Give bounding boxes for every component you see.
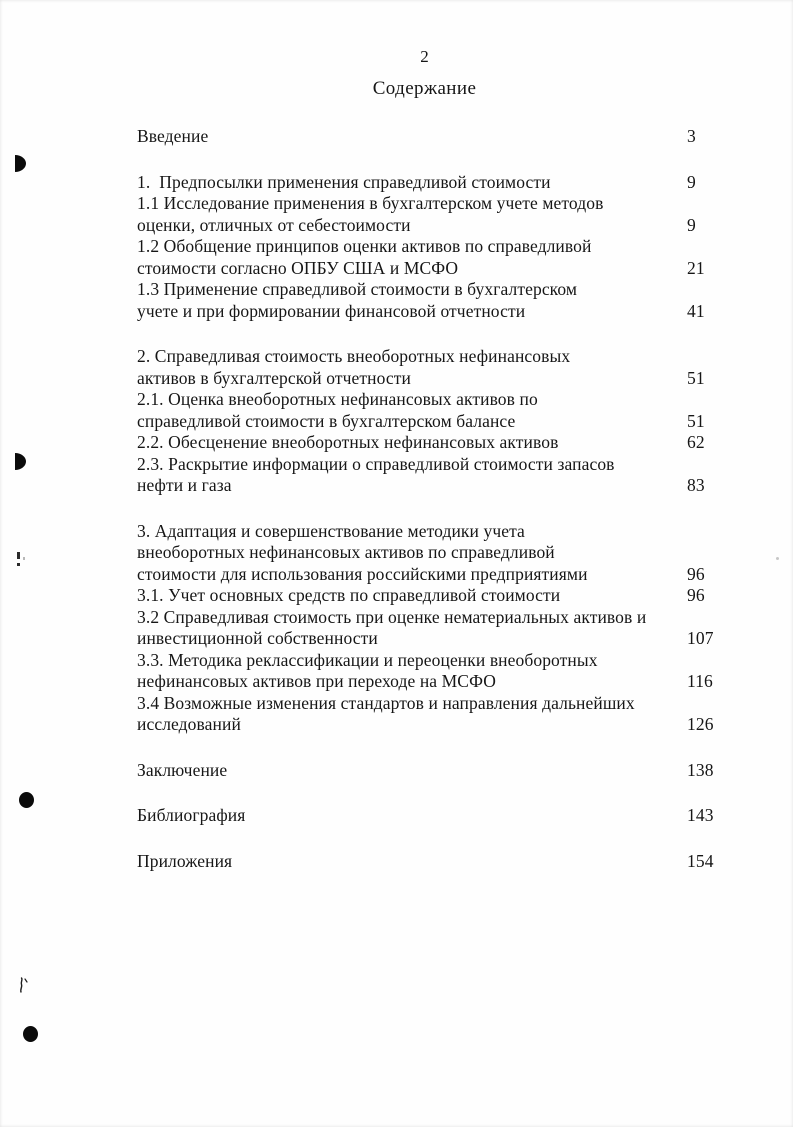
toc-entry-text: стоимости согласно ОПБУ США и МСФО (137, 257, 459, 278)
toc-entry-text: оценки, отличных от себестоимости (137, 214, 411, 235)
toc-entry-page-ref: 96 (687, 585, 705, 605)
toc-entry-page-ref: 9 (687, 171, 696, 192)
toc-entry-text: Приложения (137, 850, 233, 871)
toc-entry-text: 2.3. Раскрытие информации о справедливой стоимости запасов (137, 453, 615, 474)
toc-entry-line (137, 411, 712, 433)
toc-entry-line (137, 585, 712, 607)
toc-section (137, 346, 712, 497)
toc-entry-text: 1.1 Исследование применения в бухгалтерском учете методов (137, 193, 604, 213)
toc-section (137, 521, 712, 736)
toc-entry (137, 346, 712, 389)
toc-entry-page-ref: 96 (687, 563, 705, 584)
toc-entry (137, 805, 712, 827)
toc-entry-page-ref: 107 (687, 628, 714, 648)
toc-entry-line (137, 851, 712, 873)
toc-entry-page-ref: 21 (687, 257, 705, 278)
round-ink-dot-artifact (19, 792, 34, 808)
toc-entry-line (137, 258, 712, 280)
toc-entry (137, 126, 712, 148)
toc-entry (137, 585, 712, 607)
toc-entry (137, 279, 712, 322)
page-number: 2 (420, 47, 429, 66)
toc-entry (137, 389, 712, 432)
toc-entry-text: справедливой стоимости в бухгалтерском балансе (137, 410, 516, 431)
half-circle-ink-blot-artifact (15, 453, 26, 470)
toc-entry (137, 760, 712, 782)
toc-entry (137, 693, 712, 736)
toc-entry-line (137, 714, 712, 736)
toc-entry-line (137, 650, 712, 672)
toc-entry-line (137, 432, 712, 454)
toc-entry-line (137, 564, 712, 586)
toc-entry-line (137, 475, 712, 497)
toc-entry (137, 432, 712, 454)
toc-entry-text: исследований (137, 714, 241, 734)
toc-entry-text: Заключение (137, 759, 228, 780)
round-ink-dot-artifact (23, 1026, 38, 1042)
pen-squiggle-artifact (16, 976, 30, 999)
toc-entry-line (137, 368, 712, 390)
page-content (137, 46, 712, 872)
toc-section (137, 172, 712, 323)
toc-entry-text: 3. Адаптация и совершенствование методики учета (137, 520, 525, 541)
toc-entry-text: стоимости для использования российскими предприятиями (137, 563, 588, 584)
toc-entry-line (137, 193, 712, 215)
toc-entry-line (137, 301, 712, 323)
half-circle-ink-blot-artifact (15, 155, 26, 172)
toc-entry-page-ref: 3 (687, 126, 696, 146)
toc-entry-line (137, 389, 712, 411)
table-of-contents (137, 126, 712, 872)
toc-entry-page-ref: 126 (687, 714, 714, 734)
toc-entry-page-ref: 116 (687, 671, 713, 691)
toc-section (137, 760, 712, 782)
toc-entry (137, 172, 712, 194)
toc-entry-text: 2. Справедливая стоимость внеоборотных нефинансовых (137, 346, 571, 366)
toc-entry-text: Библиография (137, 805, 246, 825)
toc-title: Содержание (372, 78, 477, 99)
toc-entry-text: 3.3. Методика реклассификации и переоценки внеоборотных (137, 649, 598, 670)
toc-entry (137, 193, 712, 236)
toc-entry-page-ref: 51 (687, 410, 705, 431)
toc-entry-line (137, 521, 712, 543)
toc-entry-line (137, 760, 712, 782)
toc-entry (137, 236, 712, 279)
toc-entry-line (137, 346, 712, 368)
toc-entry-page-ref: 83 (687, 475, 705, 495)
toc-entry-page-ref: 9 (687, 214, 696, 235)
toc-entry-text: 2.1. Оценка внеоборотных нефинансовых активов по (137, 389, 538, 409)
toc-entry-line (137, 671, 712, 693)
toc-entry-page-ref: 62 (687, 432, 705, 452)
toc-entry-text: нефти и газа (137, 475, 232, 495)
toc-entry-line (137, 172, 712, 194)
toc-entry (137, 454, 712, 497)
toc-entry-text: внеоборотных нефинансовых активов по справедливой (137, 542, 555, 562)
toc-entry-line (137, 628, 712, 650)
toc-entry (137, 851, 712, 873)
toc-section (137, 851, 712, 873)
toc-entry-text: 3.4 Возможные изменения стандартов и направления дальнейших (137, 692, 635, 713)
toc-entry-text: 1.3 Применение справедливой стоимости в бухгалтерском (137, 279, 578, 299)
toc-entry-text: нефинансовых активов при переходе на МСФО (137, 671, 496, 691)
toc-entry-line (137, 607, 712, 629)
small-ink-speck-artifact (17, 552, 27, 567)
toc-entry-line (137, 126, 712, 148)
toc-entry-line (137, 279, 712, 301)
toc-entry-page-ref: 51 (687, 367, 705, 388)
toc-entry-page-ref: 154 (687, 850, 714, 871)
toc-entry (137, 521, 712, 586)
toc-entry-page-ref: 143 (687, 805, 714, 825)
toc-entry-line (137, 454, 712, 476)
toc-entry-line (137, 805, 712, 827)
toc-entry-line (137, 215, 712, 237)
toc-entry-text: инвестиционной собственности (137, 628, 378, 648)
toc-section (137, 805, 712, 827)
toc-entry-page-ref: 138 (687, 759, 714, 780)
toc-entry (137, 607, 712, 650)
toc-entry-page-ref: 41 (687, 300, 705, 321)
toc-entry (137, 650, 712, 693)
toc-entry-text: активов в бухгалтерской отчетности (137, 367, 411, 388)
toc-entry-text: 1. Предпосылки применения справедливой стоимости (137, 171, 551, 192)
toc-section (137, 126, 712, 148)
toc-entry-text: учете и при формировании финансовой отчетности (137, 300, 526, 321)
toc-entry-line (137, 236, 712, 258)
faint-speck-artifact (776, 557, 779, 560)
toc-entry-text: Введение (137, 126, 209, 146)
toc-entry-text: 2.2. Обесценение внеоборотных нефинансовых активов (137, 432, 559, 452)
toc-entry-line (137, 542, 712, 564)
toc-entry-text: 1.2 Обобщение принципов оценки активов по справедливой (137, 236, 592, 256)
toc-entry-text: 3.2 Справедливая стоимость при оценке нематериальных активов и (137, 606, 647, 627)
toc-entry-line (137, 693, 712, 715)
toc-entry-text: 3.1. Учет основных средств по справедливой стоимости (137, 585, 561, 605)
